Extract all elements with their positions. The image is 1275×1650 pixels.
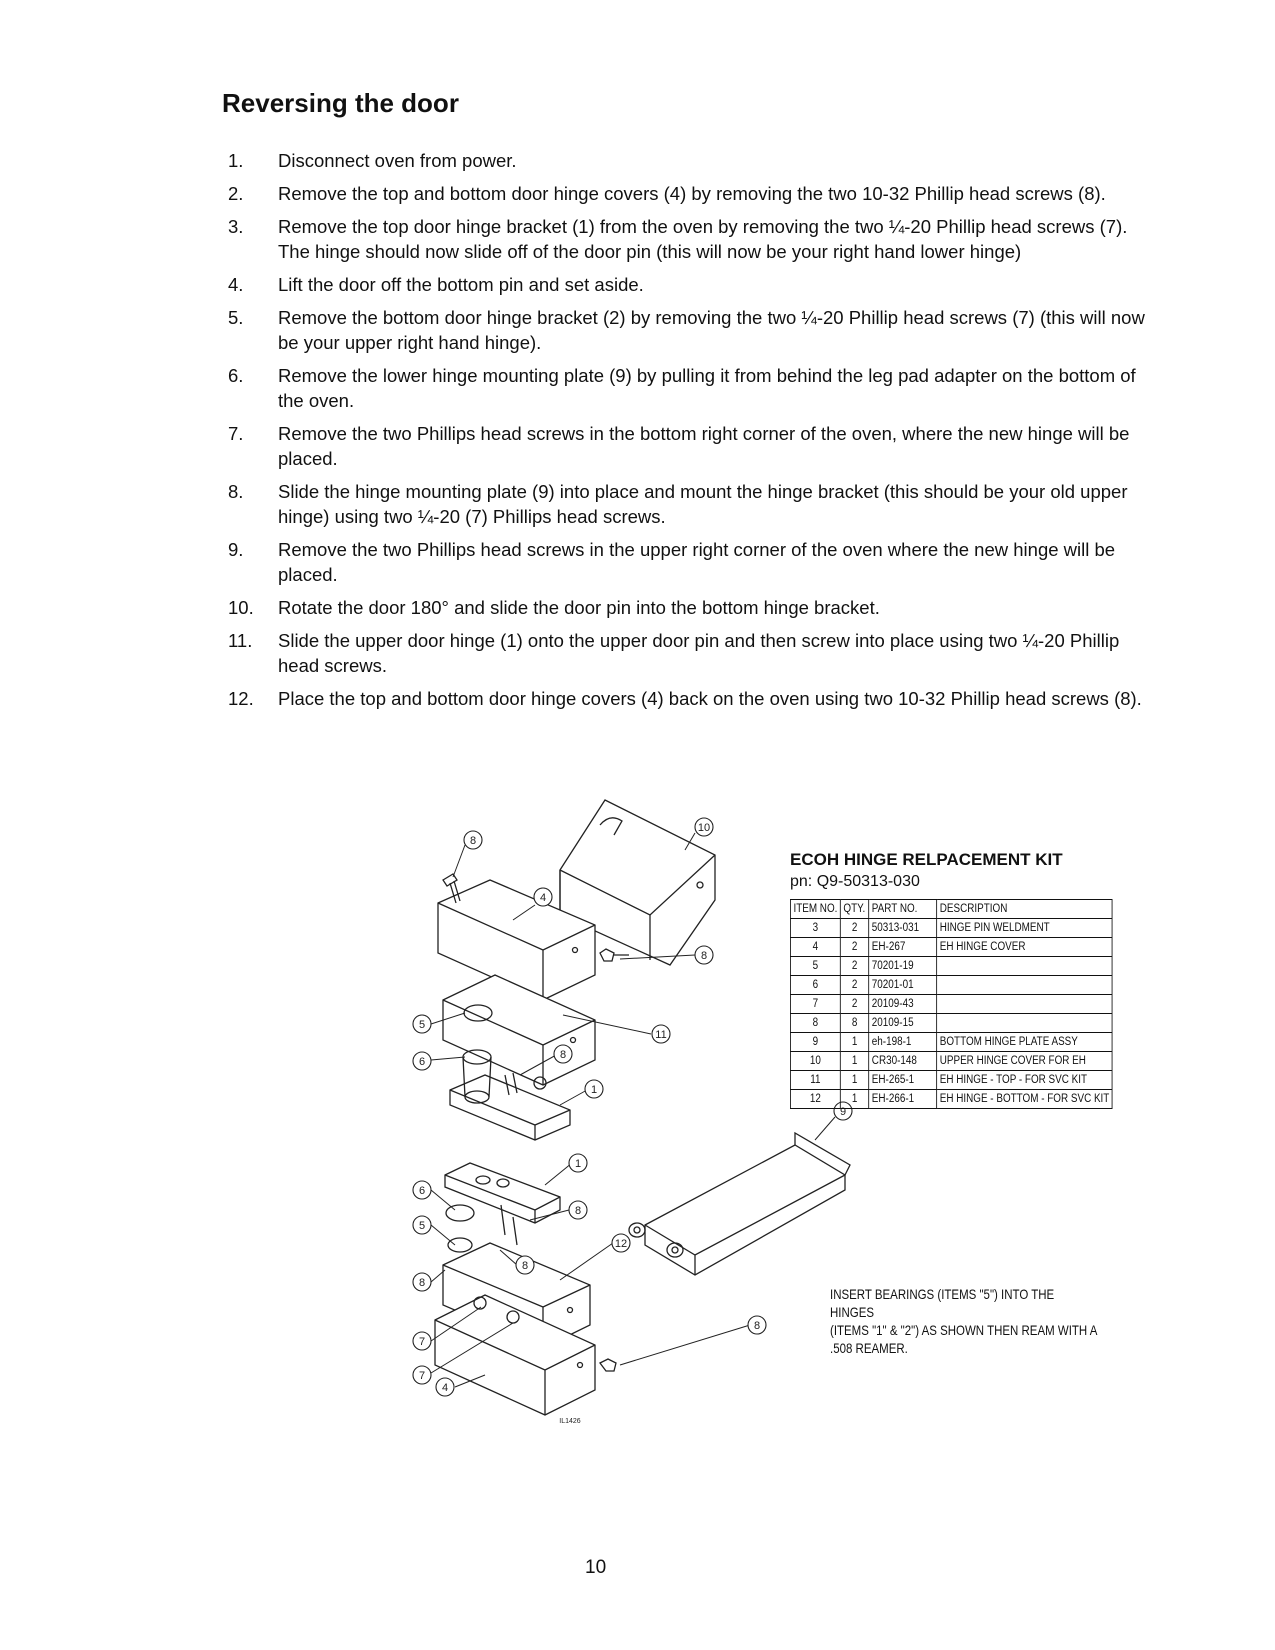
cell-item-no: 11 <box>790 1071 840 1090</box>
hinge-top-part <box>443 975 595 1085</box>
step-number: 9. <box>228 539 244 560</box>
callout-8: 8 <box>753 1320 761 1332</box>
cell-qty: 8 <box>840 1014 868 1033</box>
callout-10: 10 <box>697 822 711 834</box>
step-number: 2. <box>228 183 244 204</box>
step-number: 4. <box>228 274 244 295</box>
step-text: Slide the upper door hinge (1) onto the upper door pin and then screw into place using two ¼-20 Phillip head screws. <box>278 630 1120 676</box>
step-item <box>228 628 1158 678</box>
step-item <box>228 686 1158 711</box>
cell-item-no: 6 <box>790 976 840 995</box>
callout-7: 7 <box>418 1370 426 1382</box>
callout-4: 4 <box>539 892 547 904</box>
cell-qty: 1 <box>840 1033 868 1052</box>
cell-part-no: 70201-19 <box>869 957 937 976</box>
cell-description <box>937 957 1113 976</box>
callout-8: 8 <box>574 1205 582 1217</box>
cell-qty: 2 <box>840 957 868 976</box>
hinge-pin-bracket-lower-part <box>445 1163 560 1252</box>
drawing-id: IL1426 <box>559 1418 581 1425</box>
parts-table-header <box>790 900 1112 919</box>
header-description: DESCRIPTION <box>937 900 1113 919</box>
callout-4: 4 <box>441 1382 449 1394</box>
cell-description: BOTTOM HINGE PLATE ASSY <box>937 1033 1113 1052</box>
cell-description <box>937 995 1113 1014</box>
step-item <box>228 272 1158 297</box>
bottom-hinge-plate-diagram <box>645 1106 910 1310</box>
step-number: 11. <box>228 630 253 651</box>
step-number: 5. <box>228 307 244 328</box>
replacement-kit-block <box>790 850 1165 1109</box>
header-qty: QTY. <box>840 900 868 919</box>
instruction-steps <box>228 148 1158 719</box>
callout-6: 6 <box>418 1185 426 1197</box>
header-part-no: PART NO. <box>869 900 937 919</box>
note-line: INSERT BEARINGS (ITEMS "5") INTO THE HINGES <box>830 1286 1055 1320</box>
step-text: Slide the hinge mounting plate (9) into place and mount the hinge bracket (this should be your old upper hinge) using two ¼-20 (7) Phillips head screws. <box>278 481 1128 527</box>
step-text: Remove the top and bottom door hinge covers (4) by removing the two 10-32 Phillip head screws (8). <box>278 183 1106 204</box>
step-text: Place the top and bottom door hinge covers (4) back on the oven using two 10-32 Phillip head screws (8). <box>278 688 1142 709</box>
callout-8: 8 <box>521 1260 529 1272</box>
step-item <box>228 181 1158 206</box>
kit-title: ECOH HINGE RELPACEMENT KIT <box>790 850 1063 869</box>
cell-qty: 1 <box>840 1090 868 1109</box>
step-text: Rotate the door 180° and slide the door pin into the bottom hinge bracket. <box>278 597 880 618</box>
step-item <box>228 537 1158 587</box>
step-text: Disconnect oven from power. <box>278 150 517 171</box>
header-item-no: ITEM NO. <box>790 900 840 919</box>
step-text: Lift the door off the bottom pin and set aside. <box>278 274 644 295</box>
cell-part-no: 20109-15 <box>869 1014 937 1033</box>
step-number: 6. <box>228 365 244 386</box>
callout-11: 11 <box>655 1029 667 1041</box>
cell-item-no: 9 <box>790 1033 840 1052</box>
table-row <box>790 938 1112 957</box>
callout-8: 8 <box>700 950 708 962</box>
table-row <box>790 1033 1112 1052</box>
callout-8: 8 <box>418 1277 426 1289</box>
callout-5: 5 <box>418 1019 426 1031</box>
step-text: Remove the two Phillips head screws in the upper right corner of the oven where the new hinge will be placed. <box>278 539 1116 585</box>
cell-qty: 1 <box>840 1071 868 1090</box>
page-title: Reversing the door <box>222 88 459 118</box>
cell-description: UPPER HINGE COVER FOR EH <box>937 1052 1113 1071</box>
cell-part-no: EH-267 <box>869 938 937 957</box>
cell-qty: 2 <box>840 976 868 995</box>
cell-part-no: 50313-031 <box>869 919 937 938</box>
cell-part-no: 70201-01 <box>869 976 937 995</box>
step-number: 1. <box>228 150 244 171</box>
step-text: Remove the top door hinge bracket (1) from the oven by removing the two ¼-20 Phillip head screws (7). The hinge should now slide off of the door pin (this will now be your right hand lower hinge) <box>278 216 1128 262</box>
cell-description: EH HINGE COVER <box>937 938 1113 957</box>
cell-qty: 2 <box>840 995 868 1014</box>
callout-12: 12 <box>614 1238 628 1250</box>
step-item <box>228 148 1158 173</box>
cell-item-no: 7 <box>790 995 840 1014</box>
cell-part-no: CR30-148 <box>869 1052 937 1071</box>
step-number: 7. <box>228 423 244 444</box>
callout-9: 9 <box>839 1106 847 1118</box>
table-row <box>790 957 1112 976</box>
table-row <box>790 995 1112 1014</box>
cell-part-no: EH-265-1 <box>869 1071 937 1090</box>
step-item <box>228 479 1158 529</box>
cell-item-no: 5 <box>790 957 840 976</box>
cell-description: HINGE PIN WELDMENT <box>937 919 1113 938</box>
cell-qty: 2 <box>840 938 868 957</box>
table-row <box>790 1052 1112 1071</box>
page-number: 10 <box>585 1557 607 1578</box>
callout-7: 7 <box>418 1336 426 1348</box>
note-line: (ITEMS "1" & "2") AS SHOWN THEN REAM WITH A <box>830 1322 1098 1338</box>
step-number: 10. <box>228 597 254 618</box>
note-line: .508 REAMER. <box>830 1340 908 1356</box>
step-text: Remove the lower hinge mounting plate (9) by pulling it from behind the leg pad adapter on the bottom of the oven. <box>278 365 1136 411</box>
cell-description: EH HINGE - BOTTOM - FOR SVC KIT <box>937 1090 1113 1109</box>
cell-description: EH HINGE - TOP - FOR SVC KIT <box>937 1071 1113 1090</box>
cell-description <box>937 976 1113 995</box>
step-text: Remove the two Phillips head screws in the bottom right corner of the oven, where the new hinge will be placed. <box>278 423 1130 469</box>
table-row <box>790 1014 1112 1033</box>
cell-qty: 1 <box>840 1052 868 1071</box>
step-item <box>228 305 1158 355</box>
kit-part-number: pn: Q9-50313-030 <box>790 873 920 890</box>
cell-item-no: 10 <box>790 1052 840 1071</box>
cell-item-no: 8 <box>790 1014 840 1033</box>
step-text: Remove the bottom door hinge bracket (2) by removing the two ¼-20 Phillip head screws (7) (this will now be your upper right hand hinge). <box>278 307 1145 353</box>
callout-8: 8 <box>559 1049 567 1061</box>
step-number: 8. <box>228 481 244 502</box>
step-number: 12. <box>228 688 254 709</box>
cell-description <box>937 1014 1113 1033</box>
cell-part-no: EH-266-1 <box>869 1090 937 1109</box>
callout-5: 5 <box>418 1220 426 1232</box>
cell-qty: 2 <box>840 919 868 938</box>
cell-part-no: eh-198-1 <box>869 1033 937 1052</box>
cell-item-no: 4 <box>790 938 840 957</box>
step-number: 3. <box>228 216 244 237</box>
callout-8: 8 <box>469 835 477 847</box>
insert-bearings-note <box>830 1285 1101 1357</box>
step-item <box>228 363 1158 413</box>
table-row <box>790 976 1112 995</box>
step-item <box>228 214 1158 264</box>
screw-part <box>600 1359 616 1371</box>
table-row <box>790 919 1112 938</box>
callout-1: 1 <box>590 1084 598 1096</box>
cell-item-no: 12 <box>790 1090 840 1109</box>
table-row <box>790 1090 1112 1109</box>
parts-table <box>790 899 1113 1109</box>
cell-item-no: 3 <box>790 919 840 938</box>
step-item <box>228 595 1158 620</box>
callout-6: 6 <box>418 1056 426 1068</box>
callout-1: 1 <box>574 1158 582 1170</box>
cell-part-no: 20109-43 <box>869 995 937 1014</box>
table-row <box>790 1071 1112 1090</box>
step-item <box>228 421 1158 471</box>
